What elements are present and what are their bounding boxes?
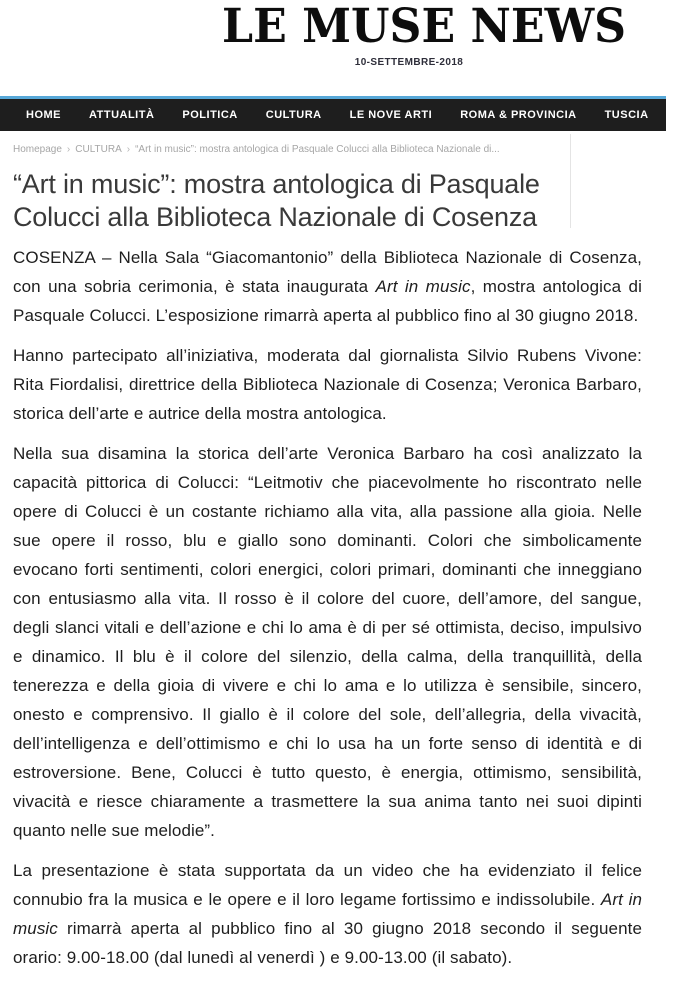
breadcrumb-item[interactable]: Homepage bbox=[13, 144, 62, 155]
italic-text: Art in music bbox=[13, 890, 642, 938]
article-paragraph bbox=[13, 856, 642, 972]
article-paragraph bbox=[13, 439, 642, 845]
site-logo[interactable]: LE MUSE NEWS bbox=[222, 0, 627, 54]
nav-item-le-nove-arti[interactable]: LE NOVE ARTI bbox=[349, 109, 433, 121]
nav-item-tuscia[interactable]: TUSCIA bbox=[604, 109, 649, 121]
nav-item-politica[interactable]: POLITICA bbox=[182, 109, 238, 121]
article-title: “Art in music”: mostra antologica di Pasquale Colucci alla Biblioteca Nazionale di Cosenza bbox=[13, 169, 540, 232]
italic-text: Art in music bbox=[375, 277, 471, 296]
breadcrumb-separator: › bbox=[66, 144, 71, 155]
body-text: , mostra antologica di Pasquale Colucci. L’esposizione rimarrà aperta al pubblico fino al 30 giugno 2018. bbox=[13, 277, 642, 325]
breadcrumb-item[interactable]: CULTURA bbox=[75, 144, 122, 155]
masthead bbox=[0, 0, 666, 96]
masthead-date: 10-SETTEMBRE-2018 bbox=[354, 57, 464, 68]
body-text: COSENZA – Nella Sala “Giacomantonio” della Biblioteca Nazionale di Cosenza, con una sobria cerimonia, è stata inaugurata bbox=[13, 248, 642, 296]
nav-item-attualit[interactable]: ATTUALITÀ bbox=[89, 109, 155, 121]
nav-item-cultura[interactable]: CULTURA bbox=[265, 109, 322, 121]
body-text: Nella sua disamina la storica dell’arte Veronica Barbaro ha così analizzato la capacità pittorica di Colucci: “Leitmotiv che piacevolmente ho riscontrato nelle opere di Colucci è un costante richiamo alla vita, alla passione alla gioia. Nelle sue opere il rosso, blu e giallo sono dominanti. Colori che simbolicamente evocano forti sentimenti, colori energici, colori primari, dominanti che inneggiano con entusiasmo alla vita. Il rosso è il colore del cuore, dell’amore, del sangue, degli slanci vitali e dell’azione e chi lo ama è di per sé ottimista, deciso, impulsivo e dinamico. Il blu è il colore del silenzio, della calma, della tranquillità, della tenerezza e della gioia di vivere e chi lo ama e lo utilizza è sensibile, sincero, onesto e comprensivo. Il giallo è il colore del sole, dell’allegria, della vivacità, dell’intelligenza e dell’ottimismo e chi lo usa ha un forte senso di identità e di estroversione. Bene, Colucci è tutto questo, è energia, ottimismo, sensibilità, vivacità e riesce chiaramente a trasmettere la sua anima tanto nei suoi dipinti quanto nelle sue melodie”. bbox=[13, 444, 642, 840]
body-text: La presentazione è stata supportata da un video che ha evidenziato il felice connubio fra la musica e le opere e il loro legame fortissimo e indissolubile. bbox=[13, 861, 642, 909]
article-body bbox=[0, 243, 666, 972]
article-paragraph bbox=[13, 341, 642, 428]
body-text: Hanno partecipato all’iniziativa, moderata dal giornalista Silvio Rubens Vivone: Rita Fiordalisi, direttrice della Biblioteca Nazionale di Cosenza; Veronica Barbaro, storica dell’arte e autrice della mostra antologica. bbox=[13, 346, 642, 423]
nav-item-ac[interactable]: AC bbox=[676, 109, 693, 121]
breadcrumb-item: “Art in music”: mostra antologica di Pasquale Colucci alla Biblioteca Nazionale di... bbox=[135, 144, 500, 155]
nav-item-home[interactable]: HOME bbox=[26, 109, 61, 121]
column-divider bbox=[570, 134, 571, 228]
navbar bbox=[0, 96, 693, 131]
breadcrumb bbox=[0, 131, 666, 156]
body-text: rimarrà aperta al pubblico fino al 30 giugno 2018 secondo il seguente orario: 9.00-18.00 (dal lunedì al venerdì ) e 9.00-13.00 (il sabato). bbox=[13, 919, 642, 967]
nav-item-roma-provincia[interactable]: ROMA & PROVINCIA bbox=[460, 109, 577, 121]
breadcrumb-separator: › bbox=[126, 144, 131, 155]
article-paragraph bbox=[13, 243, 642, 330]
